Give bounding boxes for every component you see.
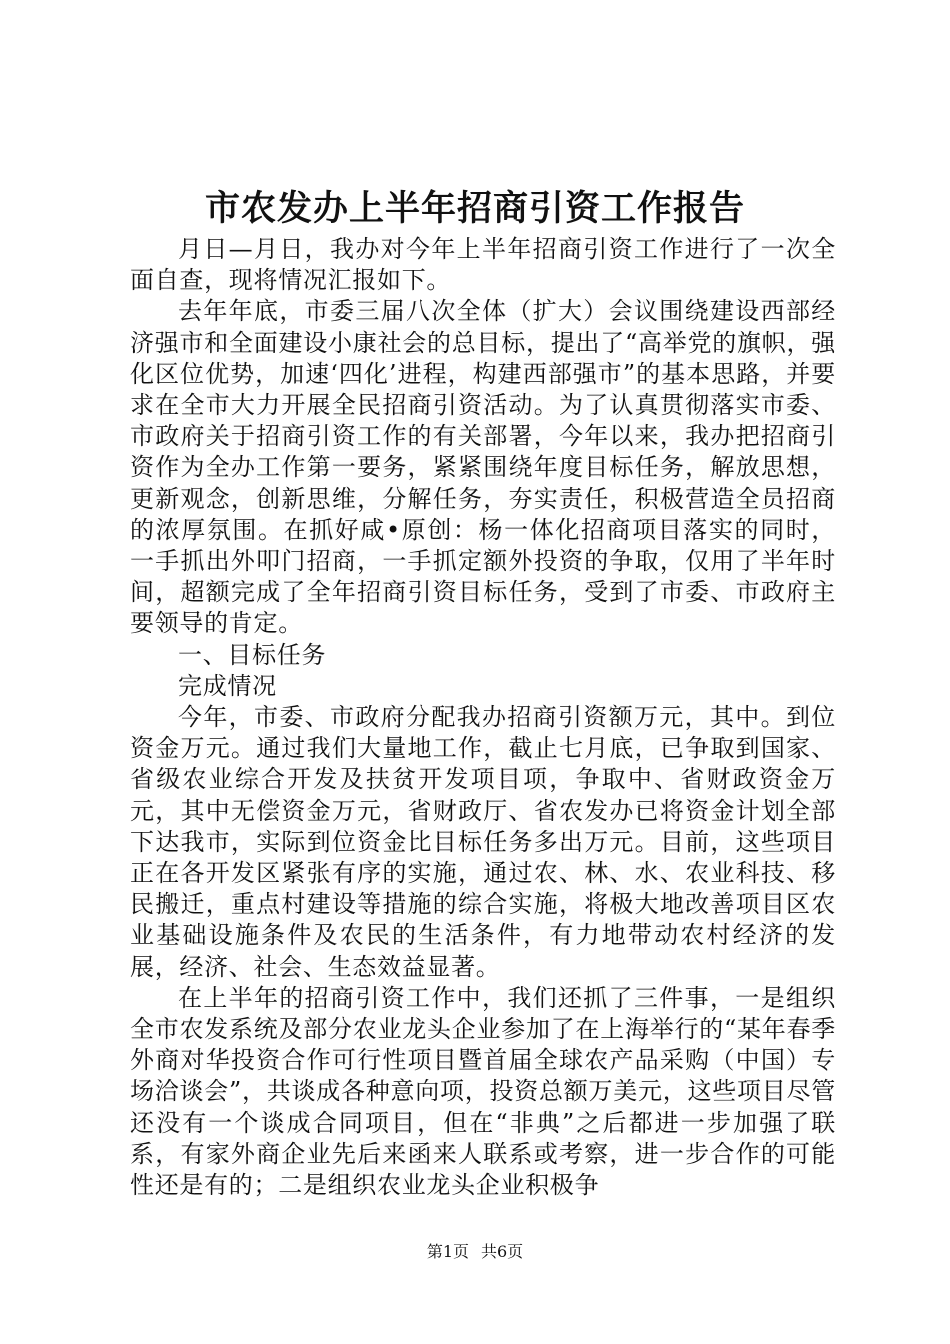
page-number-current: 第1页 [426, 1242, 469, 1261]
subheading-completion: 完成情况 [178, 671, 277, 700]
document-body [130, 234, 836, 1201]
page-footer [0, 1240, 950, 1264]
paragraph-intro: 月日—月日，我办对今年上半年招商引资工作进行了一次全面自查，现将情况汇报如下。 [130, 235, 836, 295]
paragraph-three-things: 在上半年的招商引资工作中，我们还抓了三件事，一是组织全市农发系统及部分农业龙头企业参加了在上海举行的“某年春季外商对华投资合作可行性项目暨首届全球农产品采购（中国）专场洽谈会”，共谈成各种意向项，投资总额万美元，这些项目尽管还没有一个谈成合同项目，但在“非典”之后都进一步加强了联系，有家外商企业先后来函来人联系或考察，进一步合作的可能性还是有的；二是组织农业龙头企业积极争 [130, 983, 836, 1200]
paragraph-funds: 今年，市委、市政府分配我办招商引资额万元，其中。到位资金万元。通过我们大量地工作，截止七月底，已争取到国家、省级农业综合开发及扶贫开发项目项，争取中、省财政资金万元，其中无偿资金万元，省财政厅、省农发办已将资金计划全部下达我市，实际到位资金比目标任务多出万元。目前，这些项目正在各开发区紧张有序的实施，通过农、林、水、农业科技、移民搬迁，重点村建设等措施的综合实施，将极大地改善项目区农业基础设施条件及农民的生活条件，有力地带动农村经济的发展，经济、社会、生态效益显著。 [130, 703, 836, 981]
page-number-total: 共6页 [481, 1242, 524, 1261]
paragraph-background: 去年年底，市委三届八次全体（扩大）会议围绕建设西部经济强市和全面建设小康社会的总目标，提出了“高举党的旗帜，强化区位优势，加速‘四化’进程，构建西部强市”的基本思路，并要求在全市大力开展全民招商引资活动。为了认真贯彻落实市委、市政府关于招商引资工作的有关部署，今年以来，我办把招商引资作为全办工作第一要务，紧紧围绕年度目标任务，解放思想，更新观念，创新思维，分解任务，夯实责任，积极营造全员招商的浓厚氛围。在抓好咸•原创：杨一体化招商项目落实的同时，一手抓出外叩门招商，一手抓定额外投资的争取，仅用了半年时间，超额完成了全年招商引资目标任务，受到了市委、市政府主要领导的肯定。 [130, 297, 836, 638]
document-title: 市农发办上半年招商引资工作报告 [204, 188, 745, 229]
section-heading-targets: 一、目标任务 [178, 640, 327, 669]
